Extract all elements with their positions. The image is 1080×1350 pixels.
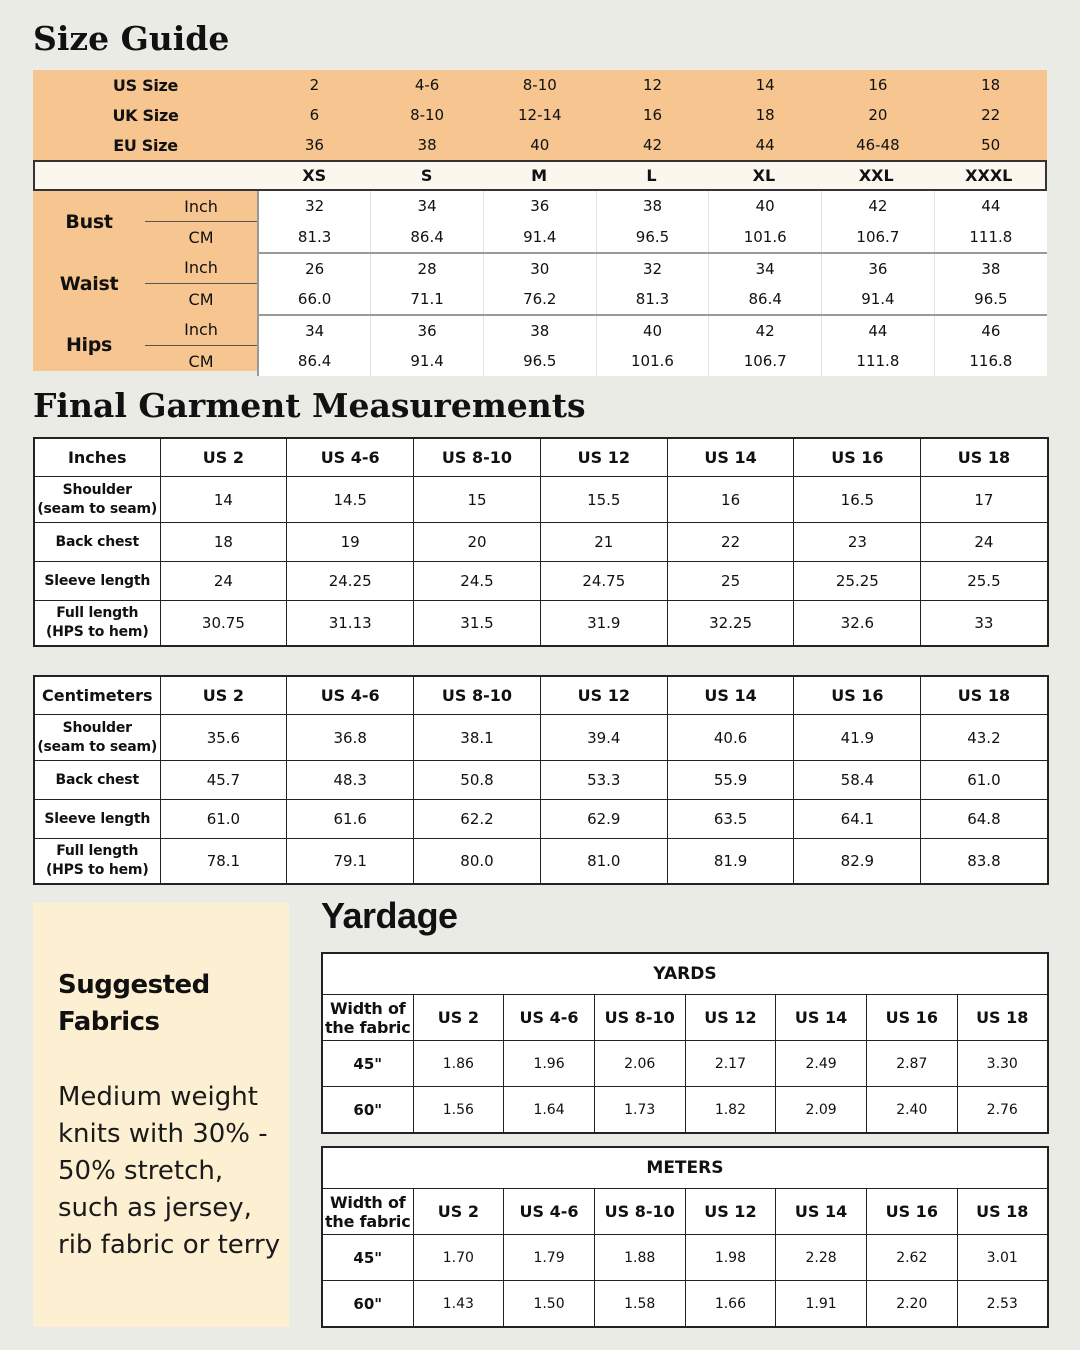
unit-label: CM: [188, 227, 214, 247]
cell: 1.98: [685, 1235, 776, 1281]
cell: 31.5: [414, 601, 541, 646]
cell: 14: [755, 76, 775, 94]
table-corner: Width of the fabric: [322, 995, 413, 1041]
garment-centimeters-table: [33, 675, 1049, 885]
cell: 16: [667, 477, 794, 523]
cell: 2.53: [957, 1281, 1048, 1328]
cell: 41.9: [794, 715, 921, 761]
column-header: US 2: [413, 995, 504, 1041]
cell: 2.40: [866, 1087, 957, 1134]
cell: 2.09: [776, 1087, 867, 1134]
cell: 30.75: [160, 601, 287, 646]
cell: 83.8: [921, 839, 1048, 884]
cell: 25.5: [921, 562, 1048, 601]
suggested-fabrics-text: Medium weight knits with 30% - 50% stretch, such as jersey, rib fabric or terry: [58, 1082, 281, 1260]
cell: 35.6: [160, 715, 287, 761]
cell: 4-6: [414, 76, 440, 94]
cell: 62.9: [540, 800, 667, 839]
cell: 2.06: [594, 1041, 685, 1087]
cell: 36: [304, 136, 324, 154]
cell: 86.4: [258, 346, 371, 377]
letter-size: S: [420, 166, 433, 185]
cell: 44: [934, 191, 1047, 222]
hips-cm-row: [33, 346, 1047, 377]
cell: 23: [794, 523, 921, 562]
cell: 15: [414, 477, 541, 523]
cell: 1.96: [504, 1041, 595, 1087]
cell: 46-48: [856, 136, 900, 154]
table-corner: Inches: [34, 438, 160, 477]
column-header: US 14: [776, 995, 867, 1041]
cell: 38: [483, 315, 596, 346]
empty-cell: [35, 162, 258, 189]
table-title: METERS: [322, 1147, 1048, 1189]
cell: 16.5: [794, 477, 921, 523]
cell: 62.2: [414, 800, 541, 839]
row-label: US Size: [112, 75, 179, 95]
table-row: [34, 800, 1048, 839]
cell: 2.87: [866, 1041, 957, 1087]
cell: 2.76: [957, 1087, 1048, 1134]
cell: 1.70: [413, 1235, 504, 1281]
cell: 71.1: [371, 284, 484, 315]
cell: 32.25: [667, 601, 794, 646]
cell: 53.3: [540, 761, 667, 800]
measurement-label: Bust: [65, 210, 113, 233]
cell: 38.1: [414, 715, 541, 761]
bust-inch-row: [33, 191, 1047, 222]
cell: 40.6: [667, 715, 794, 761]
cell: 106.7: [709, 346, 822, 377]
letter-size: XL: [752, 166, 776, 185]
cell: 96.5: [596, 222, 709, 253]
column-header: US 12: [540, 676, 667, 715]
cell: 14: [160, 477, 287, 523]
size-guide-table: [33, 70, 1047, 371]
cell: 17: [921, 477, 1048, 523]
cell: 31.13: [287, 601, 414, 646]
cell: 96.5: [483, 346, 596, 377]
yardage-meters-table: [321, 1146, 1049, 1328]
us-size-row: [33, 70, 1047, 100]
cell: 25.25: [794, 562, 921, 601]
cell: 76.2: [483, 284, 596, 315]
cell: 79.1: [287, 839, 414, 884]
waist-inch-row: [33, 253, 1047, 284]
column-header: US 12: [685, 1189, 776, 1235]
cell: 1.88: [594, 1235, 685, 1281]
cell: 111.8: [822, 346, 935, 377]
column-header: US 16: [794, 438, 921, 477]
table-row: [34, 477, 1048, 523]
cell: 46: [934, 315, 1047, 346]
row-label: Shoulder (seam to seam): [34, 477, 160, 523]
row-label: EU Size: [113, 135, 178, 155]
cell: 8-10: [522, 76, 557, 94]
table-row: [34, 562, 1048, 601]
cell: 42: [642, 136, 663, 154]
cell: 116.8: [934, 346, 1047, 377]
cell: 34: [258, 315, 371, 346]
cell: 63.5: [667, 800, 794, 839]
cell: 38: [417, 136, 437, 154]
cell: 64.8: [921, 800, 1048, 839]
cell: 30: [483, 253, 596, 284]
column-header: US 4-6: [287, 676, 414, 715]
cell: 44: [822, 315, 935, 346]
row-label: Full length (HPS to hem): [34, 839, 160, 884]
table-corner: Width of the fabric: [322, 1189, 413, 1235]
cell: 16: [642, 106, 663, 124]
cell: 1.82: [685, 1087, 776, 1134]
cell: 101.6: [596, 346, 709, 377]
cell: 38: [934, 253, 1047, 284]
column-header: US 2: [160, 438, 287, 477]
cell: 1.66: [685, 1281, 776, 1328]
row-label: 45": [322, 1235, 413, 1281]
cell: 61.0: [160, 800, 287, 839]
row-label: 60": [322, 1087, 413, 1134]
table-row: [34, 839, 1048, 884]
cell: 24.5: [414, 562, 541, 601]
cell: 1.43: [413, 1281, 504, 1328]
table-row: [34, 523, 1048, 562]
column-header: US 16: [866, 995, 957, 1041]
unit-label: CM: [188, 289, 214, 309]
cell: 18: [981, 76, 1001, 94]
column-header: US 8-10: [414, 676, 541, 715]
letter-size: XXL: [858, 166, 894, 185]
cell: 39.4: [540, 715, 667, 761]
yardage-yards-table: [321, 952, 1049, 1134]
cell: 2.28: [776, 1235, 867, 1281]
letter-size-table: [35, 162, 1045, 189]
cell: 1.91: [776, 1281, 867, 1328]
measurement-label: Hips: [65, 334, 113, 357]
letter-size: L: [646, 166, 657, 185]
letter-size: XXXL: [965, 166, 1013, 185]
cell: 24: [921, 523, 1048, 562]
cell: 33: [921, 601, 1048, 646]
cell: 2.17: [685, 1041, 776, 1087]
cell: 91.4: [371, 346, 484, 377]
cell: 106.7: [822, 222, 935, 253]
column-header: US 18: [921, 438, 1048, 477]
size-conversion-rows: [33, 70, 1047, 160]
cell: 42: [822, 191, 935, 222]
column-header: US 16: [794, 676, 921, 715]
cell: 24: [160, 562, 287, 601]
table-row: [34, 715, 1048, 761]
cell: 81.9: [667, 839, 794, 884]
cell: 22: [981, 106, 1001, 124]
table-row: [34, 601, 1048, 646]
unit-label: CM: [188, 351, 214, 371]
row-label: Back chest: [34, 761, 160, 800]
cell: 101.6: [709, 222, 822, 253]
cell: 26: [258, 253, 371, 284]
cell: 8-10: [410, 106, 445, 124]
cell: 12: [642, 76, 663, 94]
cell: 81.3: [596, 284, 709, 315]
cell: 1.50: [504, 1281, 595, 1328]
size-guide-title: Size Guide: [33, 19, 230, 58]
cell: 61.6: [287, 800, 414, 839]
row-label: UK Size: [112, 105, 179, 125]
cell: 78.1: [160, 839, 287, 884]
uk-size-row: [33, 100, 1047, 130]
cell: 2.49: [776, 1041, 867, 1087]
cell: 40: [709, 191, 822, 222]
unit-label: Inch: [145, 315, 258, 346]
cell: 24.25: [287, 562, 414, 601]
cell: 34: [371, 191, 484, 222]
cell: 38: [596, 191, 709, 222]
cell: 20: [414, 523, 541, 562]
cell: 1.73: [594, 1087, 685, 1134]
garment-title: Final Garment Measurements: [33, 386, 586, 425]
cell: 40: [596, 315, 709, 346]
table-row: [322, 1281, 1048, 1328]
column-header: US 4-6: [287, 438, 414, 477]
cell: 48.3: [287, 761, 414, 800]
row-label: 45": [322, 1041, 413, 1087]
cell: 28: [371, 253, 484, 284]
cell: 86.4: [371, 222, 484, 253]
cell: 24.75: [540, 562, 667, 601]
cell: 91.4: [483, 222, 596, 253]
cell: 96.5: [934, 284, 1047, 315]
cell: 32.6: [794, 601, 921, 646]
row-label: Back chest: [34, 523, 160, 562]
cell: 25: [667, 562, 794, 601]
letter-size-row: [33, 160, 1047, 191]
column-header: US 18: [957, 1189, 1048, 1235]
table-row: [34, 761, 1048, 800]
cell: 40: [530, 136, 550, 154]
cell: 32: [596, 253, 709, 284]
yardage-title: Yardage: [321, 895, 458, 936]
cell: 18: [755, 106, 775, 124]
cell: 36: [483, 191, 596, 222]
column-header: US 8-10: [594, 995, 685, 1041]
column-header: US 8-10: [594, 1189, 685, 1235]
cell: 91.4: [822, 284, 935, 315]
column-header: US 2: [413, 1189, 504, 1235]
cell: 12-14: [517, 106, 562, 124]
column-header: US 16: [866, 1189, 957, 1235]
cell: 36: [822, 253, 935, 284]
cell: 58.4: [794, 761, 921, 800]
column-header: US 18: [957, 995, 1048, 1041]
cell: 82.9: [794, 839, 921, 884]
suggested-fabrics-title: Suggested Fabrics: [58, 970, 210, 1037]
row-label: Sleeve length: [34, 562, 160, 601]
cell: 61.0: [921, 761, 1048, 800]
cell: 45.7: [160, 761, 287, 800]
column-header: US 8-10: [414, 438, 541, 477]
cell: 80.0: [414, 839, 541, 884]
cell: 36: [371, 315, 484, 346]
cell: 86.4: [709, 284, 822, 315]
column-header: US 12: [685, 995, 776, 1041]
waist-cm-row: [33, 284, 1047, 315]
cell: 31.9: [540, 601, 667, 646]
table-title: YARDS: [322, 953, 1048, 995]
row-label: Full length (HPS to hem): [34, 601, 160, 646]
body-measurements: [33, 191, 1047, 376]
cell: 1.58: [594, 1281, 685, 1328]
table-row: [322, 1235, 1048, 1281]
row-label: Sleeve length: [34, 800, 160, 839]
table-corner: Centimeters: [34, 676, 160, 715]
cell: 2.20: [866, 1281, 957, 1328]
cell: 14.5: [287, 477, 414, 523]
column-header: US 2: [160, 676, 287, 715]
row-label: 60": [322, 1281, 413, 1328]
cell: 42: [709, 315, 822, 346]
cell: 1.86: [413, 1041, 504, 1087]
column-header: US 12: [540, 438, 667, 477]
letter-size: M: [531, 166, 548, 185]
column-header: US 4-6: [504, 995, 595, 1041]
cell: 22: [667, 523, 794, 562]
bust-cm-row: [33, 222, 1047, 253]
cell: 2: [309, 76, 320, 94]
cell: 21: [540, 523, 667, 562]
cell: 18: [160, 523, 287, 562]
cell: 43.2: [921, 715, 1048, 761]
suggested-fabrics-panel: [33, 903, 289, 1327]
cell: 19: [287, 523, 414, 562]
cell: 3.01: [957, 1235, 1048, 1281]
cell: 6: [309, 106, 320, 124]
row-label: Shoulder (seam to seam): [34, 715, 160, 761]
column-header: US 14: [667, 676, 794, 715]
unit-label: Inch: [145, 253, 258, 284]
cell: 50.8: [414, 761, 541, 800]
column-header: US 4-6: [504, 1189, 595, 1235]
cell: 81.0: [540, 839, 667, 884]
cell: 64.1: [794, 800, 921, 839]
cell: 20: [868, 106, 888, 124]
cell: 2.62: [866, 1235, 957, 1281]
cell: 32: [258, 191, 371, 222]
column-header: US 14: [667, 438, 794, 477]
cell: 50: [981, 136, 1001, 154]
cell: 55.9: [667, 761, 794, 800]
cell: 16: [868, 76, 888, 94]
eu-size-row: [33, 130, 1047, 160]
cell: 44: [755, 136, 775, 154]
cell: 66.0: [258, 284, 371, 315]
cell: 3.30: [957, 1041, 1048, 1087]
column-header: US 18: [921, 676, 1048, 715]
cell: 1.79: [504, 1235, 595, 1281]
garment-inches-table: [33, 437, 1049, 647]
cell: 111.8: [934, 222, 1047, 253]
cell: 81.3: [258, 222, 371, 253]
letter-size: XS: [302, 166, 327, 185]
table-row: [322, 1087, 1048, 1134]
column-header: US 14: [776, 1189, 867, 1235]
measurement-label: Waist: [59, 272, 119, 295]
cell: 34: [709, 253, 822, 284]
hips-inch-row: [33, 315, 1047, 346]
table-row: [322, 1041, 1048, 1087]
unit-label: Inch: [145, 191, 258, 222]
cell: 1.64: [504, 1087, 595, 1134]
cell: 1.56: [413, 1087, 504, 1134]
cell: 15.5: [540, 477, 667, 523]
cell: 36.8: [287, 715, 414, 761]
